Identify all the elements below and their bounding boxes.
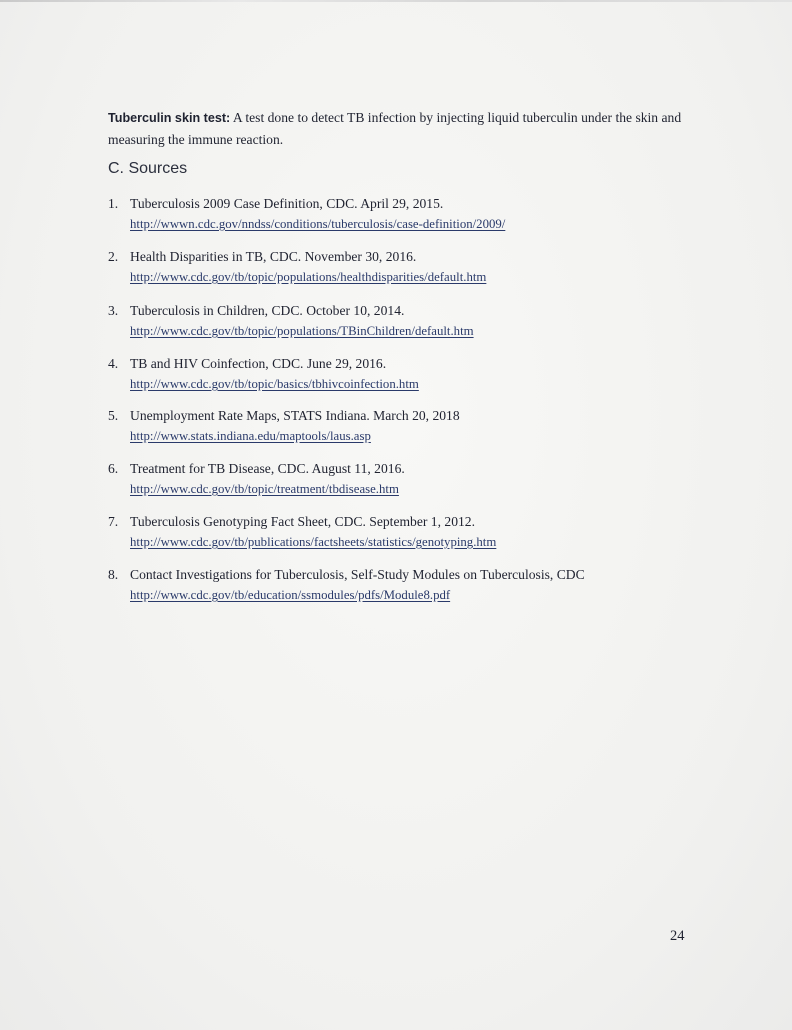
source-link[interactable]: http://www.cdc.gov/tb/education/ssmodules/pdfs/Module8.pdf bbox=[130, 588, 451, 602]
source-number: 2. bbox=[108, 249, 119, 264]
page-top-edge bbox=[0, 0, 792, 2]
source-link[interactable]: http://www.cdc.gov/tb/topic/treatment/tbdisease.htm bbox=[130, 482, 399, 496]
source-link[interactable]: http://wwwn.cdc.gov/nndss/conditions/tuberculosis/case-definition/2009/ bbox=[130, 217, 506, 231]
source-title: Tuberculosis 2009 Case Definition, CDC. April 29, 2015. bbox=[130, 196, 444, 211]
source-title: TB and HIV Coinfection, CDC. June 29, 2016. bbox=[130, 356, 387, 371]
source-title: Health Disparities in TB, CDC. November 30, 2016. bbox=[130, 249, 417, 264]
source-title: Tuberculosis Genotyping Fact Sheet, CDC. September 1, 2012. bbox=[130, 514, 475, 529]
source-link[interactable]: http://www.cdc.gov/tb/topic/populations/healthdisparities/default.htm bbox=[130, 270, 487, 284]
source-link[interactable]: http://www.cdc.gov/tb/topic/populations/TBinChildren/default.htm bbox=[130, 324, 474, 338]
definition-paragraph bbox=[108, 107, 698, 150]
source-title: Contact Investigations for Tuberculosis, Self-Study Modules on Tuberculosis, CDC bbox=[130, 567, 585, 582]
source-number: 4. bbox=[108, 356, 119, 371]
source-link[interactable]: http://www.cdc.gov/tb/publications/factsheets/statistics/genotyping.htm bbox=[130, 535, 497, 549]
section-heading: C. Sources bbox=[108, 160, 188, 177]
source-number: 1. bbox=[108, 196, 119, 211]
source-link[interactable]: http://www.stats.indiana.edu/maptools/laus.asp bbox=[130, 429, 371, 443]
page-number: 24 bbox=[670, 928, 685, 944]
source-link[interactable]: http://www.cdc.gov/tb/topic/basics/tbhivcoinfection.htm bbox=[130, 377, 419, 391]
source-title: Unemployment Rate Maps, STATS Indiana. March 20, 2018 bbox=[130, 408, 460, 423]
definition-text: A test done to detect TB infection by injecting liquid tuberculin under the skin and measuring the immune reaction. bbox=[108, 110, 682, 147]
source-title: Tuberculosis in Children, CDC. October 10, 2014. bbox=[130, 303, 405, 318]
definition-term: Tuberculin skin test: bbox=[108, 111, 231, 125]
source-number: 3. bbox=[108, 303, 119, 318]
source-number: 7. bbox=[108, 514, 119, 529]
source-number: 6. bbox=[108, 461, 119, 476]
source-number: 5. bbox=[108, 408, 119, 423]
source-title: Treatment for TB Disease, CDC. August 11, 2016. bbox=[130, 461, 405, 476]
source-number: 8. bbox=[108, 567, 119, 582]
